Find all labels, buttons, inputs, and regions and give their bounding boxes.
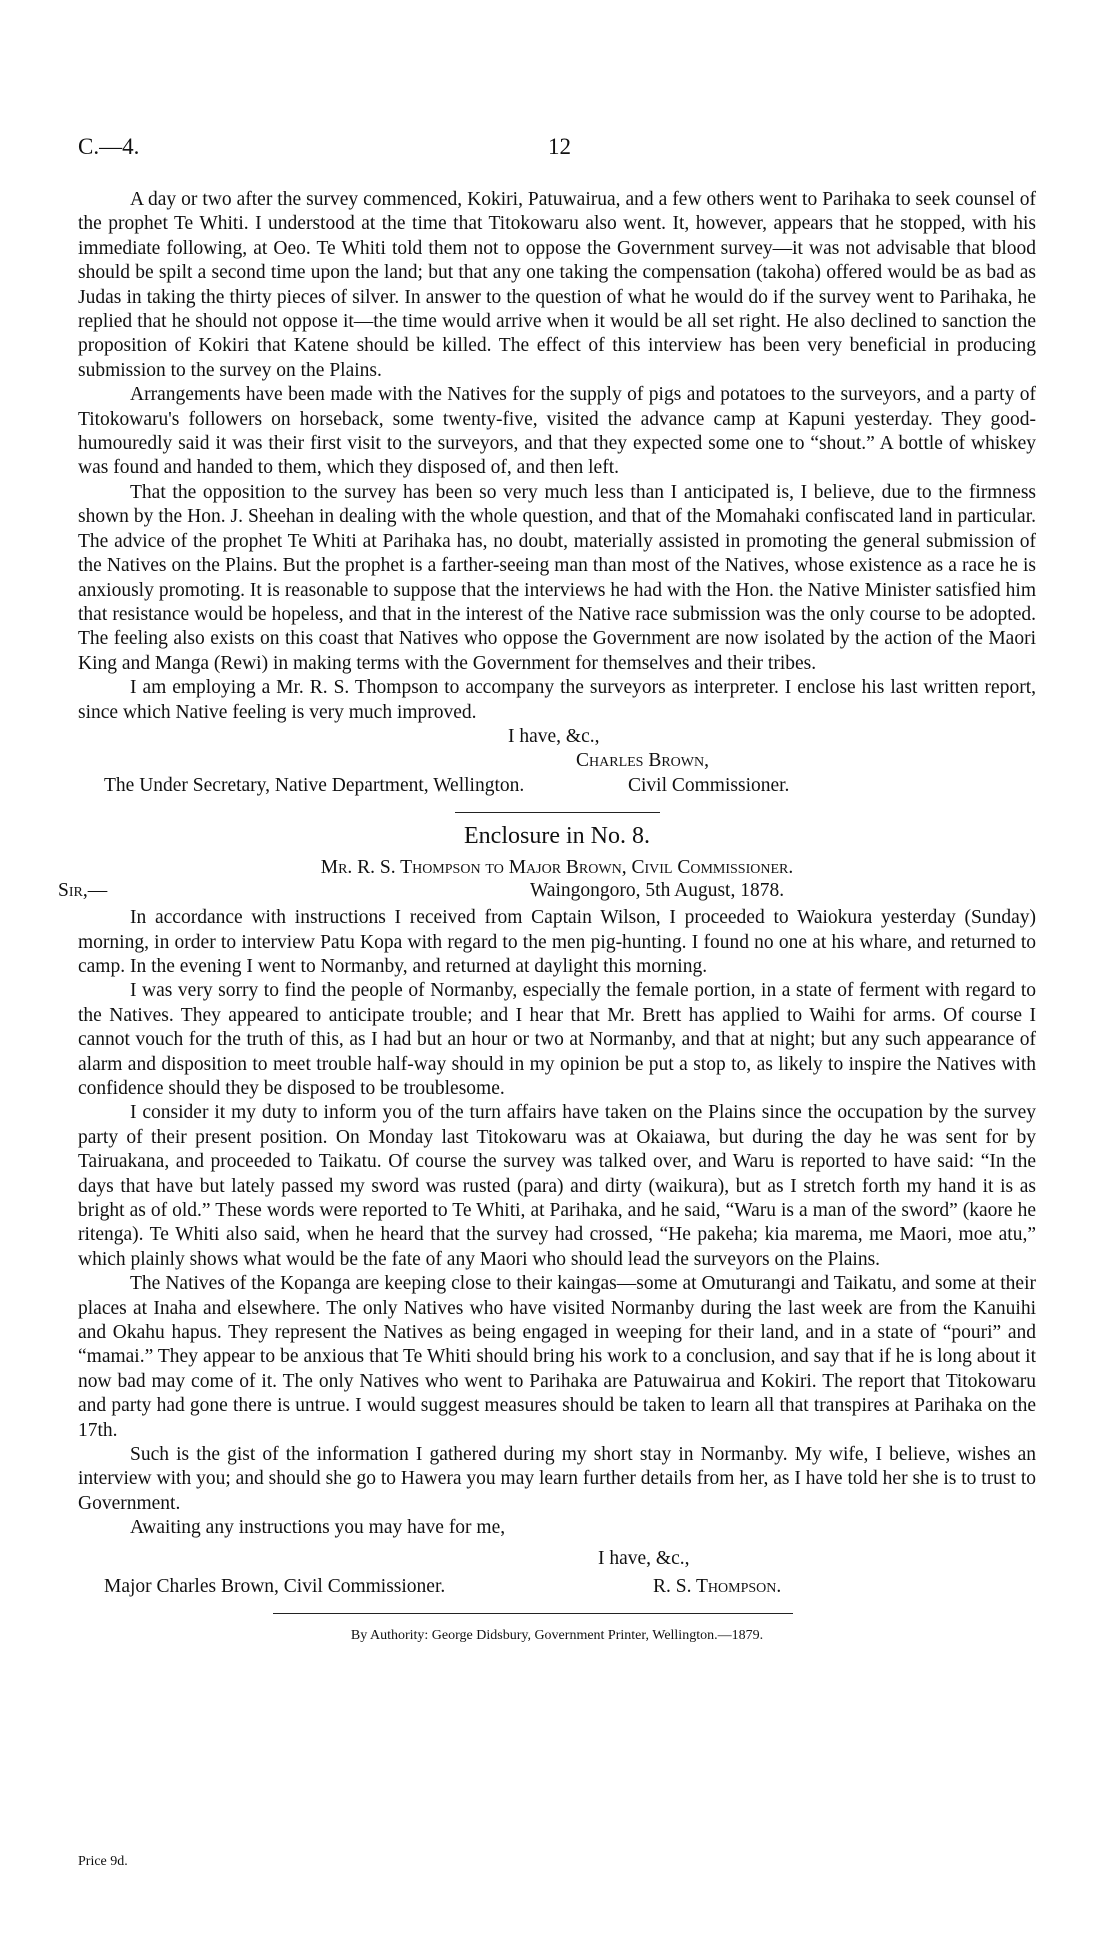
- price-label: Price 9d.: [78, 1854, 128, 1869]
- salutation-row: [58, 880, 1036, 906]
- signer-title: Civil Commissioner.: [628, 774, 790, 796]
- paragraph: The Natives of the Kopanga are keeping close to their kaingas—some at Omuturangi and Taikatu, and some at their places at Inaha and elsewhere. The only Natives who have visited Normanby during the last week are from the Kanuihi and Okahu hapus. They represent the Natives as being engaged in weeping for their land, and in a state of “pouri” and “mamai.” They appear to be anxious that Te Whiti should bring his work to a conclusion, and say that if he is long about it now bad may come of it. The only Natives who went to Parihaka are Patuwairua and Kokiri. The report that Titokowaru and party had gone there is untrue. I would suggest measures should be taken to learn all that transpires at Parihaka on the 17th.: [78, 1273, 1036, 1441]
- closing-line: [78, 1547, 1036, 1571]
- addressee-line: [78, 774, 1036, 798]
- addressee-line: [78, 1575, 1036, 1599]
- footer-divider: [273, 1613, 793, 1614]
- enclosure-subheading: Mr. R. S. Thompson to Major Brown, Civil Commissioner.: [320, 857, 794, 879]
- document-page: [58, 130, 1036, 1644]
- addressee: The Under Secretary, Native Department, Wellington.: [104, 774, 525, 796]
- paragraph: That the opposition to the survey has been so very much less than I anticipated is, I believe, due to the firmness shown by the Hon. J. Sheehan in dealing with the whole question, and that of the Momahaki confiscated land in particular. The advice of the prophet Te Whiti at Parihaka has, no doubt, materially assisted in promoting the general submission of the Natives on the Plains. But the prophet is a farther-seeing man than most of the Natives, whose existence as a race he is anxiously promoting. It is reasonable to suppose that the interviews he had with the Hon. the Native Minister satisfied him that resistance would be hopeless, and that in the interest of the Native race submission was the only course to be adopted. The feeling also exists on this coast that Natives who oppose the Government are now isolated by the action of the Maori King and Manga (Rewi) in making terms with the Government for themselves and their tribes.: [78, 481, 1036, 674]
- addressee: Major Charles Brown, Civil Commissioner.: [104, 1576, 446, 1598]
- paragraph: Such is the gist of the information I gathered during my short stay in Normanby. My wife, I believe, wishes an interview with you; and should she go to Hawera you may learn further details from her, as I have told her she is to trust to Government.: [78, 1444, 1036, 1514]
- signature: R. S. Thompson.: [653, 1576, 782, 1598]
- salutation: Sir,—: [58, 880, 108, 902]
- paragraph: I am employing a Mr. R. S. Thompson to accompany the surveyors as interpreter. I enclose his last written report, since which Native feeling is very much improved.: [78, 677, 1036, 723]
- signature: Charles Brown,: [576, 750, 709, 772]
- section-divider: [455, 812, 660, 813]
- paragraph: In accordance with instructions I received from Captain Wilson, I proceeded to Waiokura yesterday (Sunday) morning, in order to interview Patu Kopa with regard to the men pig-hunting. I found no one at his whare, and returned to camp. In the evening I went to Normanby, and returned at daylight this morning.: [78, 907, 1036, 977]
- page-number: 12: [548, 134, 571, 159]
- document-reference: C.—4.: [78, 134, 140, 159]
- paragraph: I was very sorry to find the people of Normanby, especially the female portion, in a state of ferment with regard to the Natives. They appeared to anticipate trouble; and I hear that Mr. Brett has applied to Waihi for arms. Of course I cannot vouch for the truth of this, as I had but an hour or two at Normanby, and that at night; but any such appearance of alarm and disposition to meet trouble half-way should in my opinion be put a stop to, as likely to inspire the Natives with confidence should they be disposed to be troublesome.: [78, 980, 1036, 1099]
- enclosure-heading: Enclosure in No. 8.: [464, 823, 650, 850]
- signature-line: [78, 749, 1036, 773]
- place-date: Waingongoro, 5th August, 1878.: [530, 880, 785, 902]
- closing-line: [78, 725, 1036, 749]
- paragraph: I consider it my duty to inform you of the turn affairs have taken on the Plains since the occupation by the survey party of their present position. On Monday last Titokowaru was at Okaiawa, but during the day he was sent for by Tairuakana, and proceeded to Taikatu. Of course the survey was talked over, and Waru is reported to have said: “In the days that have but lately passed my sword was rusted (para) and dirty (waikura), but as I stretch forth my hand it is as bright as of old.” These words were reported to Te Whiti, at Parihaka, and he said, “Waru is a man of the sword” (kaore he ritenga). Te Whiti also said, when he heard that the survey had crossed, “He pakeha; kia marema, me Maori, moe atu,” which plainly shows what would be the fate of any Maori who should lead the surveyors on the Plains.: [78, 1102, 1036, 1270]
- enclosure-body: [78, 906, 1036, 1541]
- page-header: [78, 130, 1036, 170]
- closing: I have, &c.,: [598, 1547, 690, 1569]
- paragraph: Awaiting any instructions you may have for me,: [130, 1517, 506, 1539]
- closing: I have, &c.,: [508, 725, 600, 747]
- printer-imprint: By Authority: George Didsbury, Government Printer, Wellington.—1879.: [350, 1628, 764, 1644]
- letter-body: [78, 188, 1036, 725]
- paragraph: Arrangements have been made with the Natives for the supply of pigs and potatoes to the surveyors, and a party of Titokowaru's followers on horseback, some twenty-five, visited the advance camp at Kapuni yesterday. They good-humouredly said it was their first visit to the surveyors, and that they expected some one to “shout.” A bottle of whiskey was found and handed to them, which they disposed of, and then left.: [78, 384, 1036, 479]
- paragraph: A day or two after the survey commenced, Kokiri, Patuwairua, and a few others went to Parihaka to seek counsel of the prophet Te Whiti. I understood at the time that Titokowaru also went. It, however, appears that he stopped, with his immediate following, at Oeo. Te Whiti told them not to oppose the Government survey—it was not advisable that blood should be spilt a second time upon the land; but that any one taking the compensation (takoha) offered would be as bad as Judas in taking the thirty pieces of silver. In answer to the question of what he would do if the survey went to Parihaka, he replied that he should not oppose it—the time would arrive when it would be all set right. He also declined to sanction the proposition of Kokiri that Katene should be killed. The effect of this interview has been very beneficial in producing submission to the survey on the Plains.: [78, 189, 1036, 381]
